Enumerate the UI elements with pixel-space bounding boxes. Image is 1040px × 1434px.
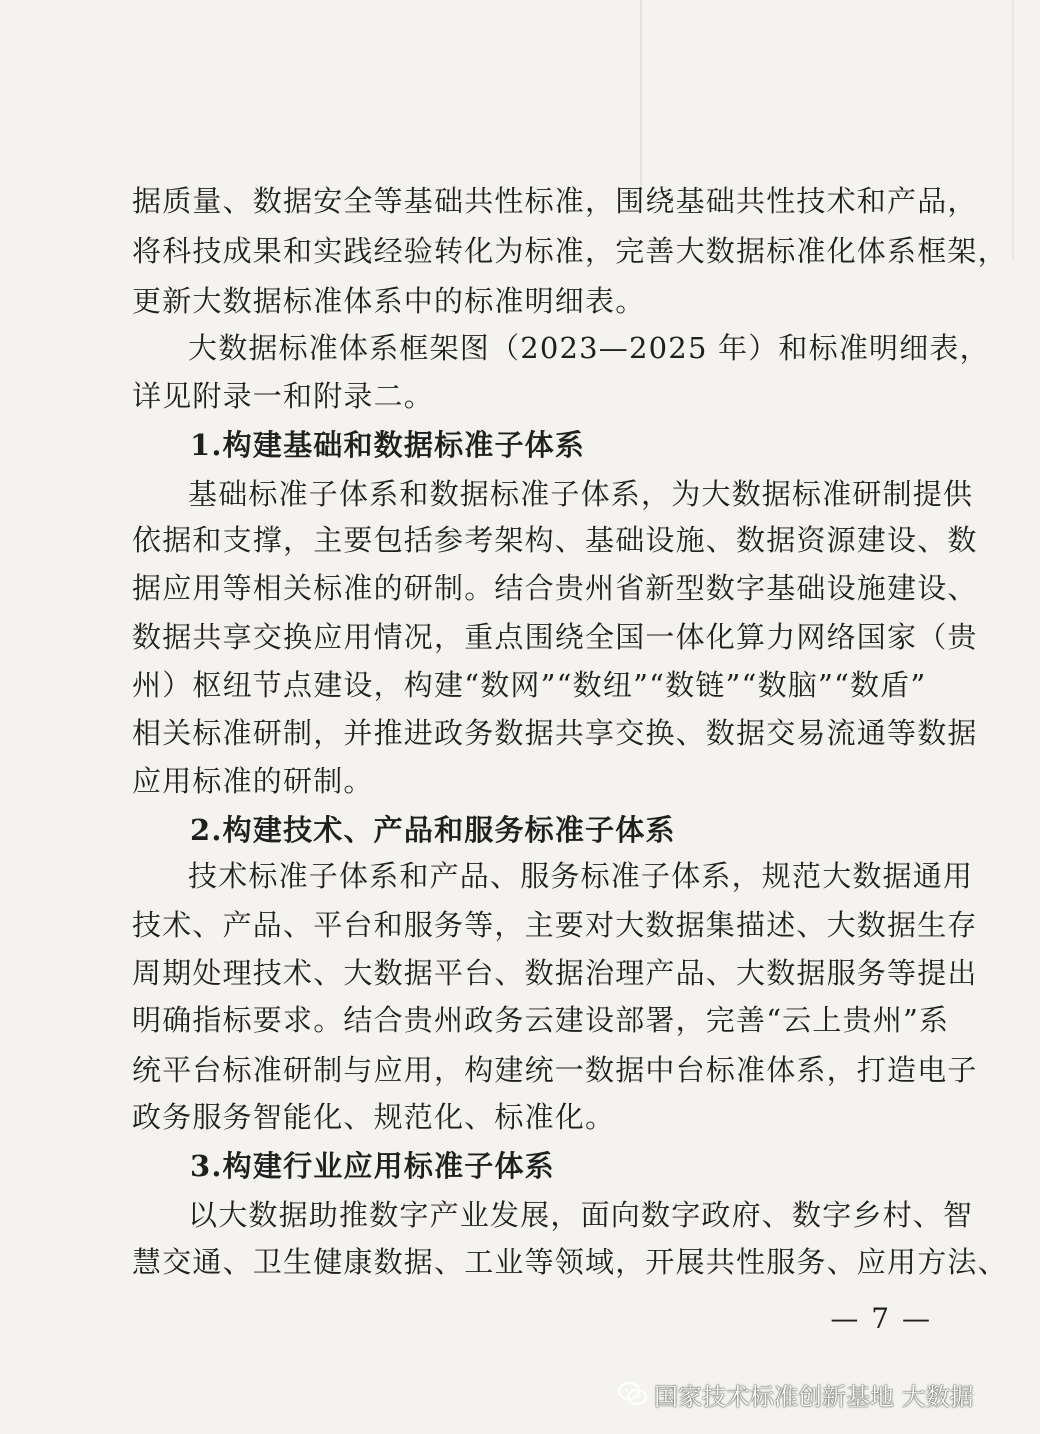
text-line: 依据和支撑，主要包括参考架构、基础设施、数据资源建设、数 [132,523,978,557]
text-line: 周期处理技术、大数据平台、数据治理产品、大数据服务等提出 [132,956,978,990]
text-line: 应用标准的研制。 [132,764,374,798]
text-line: 统平台标准研制与应用，构建统一数据中台标准体系，打造电子 [132,1053,978,1087]
section-heading: 1.构建基础和数据标准子体系 [190,428,586,462]
section-heading: 2.构建技术、产品和服务标准子体系 [190,813,676,847]
watermark-text: 国家技术标准创新基地 大数据 [654,1382,974,1411]
text-line: 以大数据助推数字产业发展，面向数字政府、数字乡村、智 [188,1198,974,1232]
text-line: 将科技成果和实践经验转化为标准，完善大数据标准化体系框架， [132,234,1008,268]
text-line: 详见附录一和附录二。 [132,379,435,413]
text-line: 据质量、数据安全等基础共性标准，围绕基础共性技术和产品， [132,184,978,218]
text-line: 慧交通、卫生健康数据、工业等领域，开展共性服务、应用方法、 [132,1245,1008,1279]
text-line: 明确指标要求。结合贵州政务云建设部署，完善“云上贵州”系 [132,1003,950,1037]
text-line: 基础标准子体系和数据标准子体系，为大数据标准研制提供 [188,477,974,511]
section-heading: 3.构建行业应用标准子体系 [190,1149,555,1183]
text-line: 大数据标准体系框架图（2023—2025 年）和标准明细表， [188,331,990,365]
text-line: 相关标准研制，并推进政务数据共享交换、数据交易流通等数据 [132,716,978,750]
watermark [618,1378,974,1410]
page-number: — 7 — [830,1302,932,1335]
text-line: 政务服务智能化、规范化、标准化。 [132,1100,616,1134]
text-line: 数据共享交换应用情况，重点围绕全国一体化算力网络国家（贵 [132,620,978,654]
text-line: 技术标准子体系和产品、服务标准子体系，规范大数据通用 [188,859,974,893]
text-line: 据应用等相关标准的研制。结合贵州省新型数字基础设施建设、 [132,571,978,605]
text-line: 技术、产品、平台和服务等，主要对大数据集描述、大数据生存 [132,908,978,942]
text-line: 州）枢纽节点建设，构建“数网”“数纽”“数链”“数脑”“数盾” [132,668,927,702]
wechat-icon [618,1381,648,1407]
scan-artifact-line [1012,0,1014,260]
scan-artifact-line [640,0,642,190]
text-line: 更新大数据标准体系中的标准明细表。 [132,284,646,318]
